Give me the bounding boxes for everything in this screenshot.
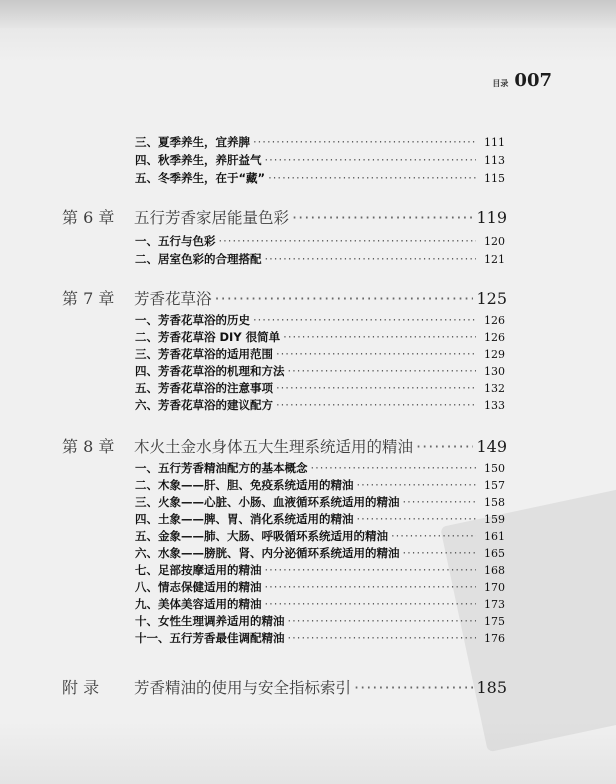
- leader-dots: [265, 563, 477, 577]
- entry-page: 158: [484, 496, 505, 509]
- toc-entry[interactable]: [135, 380, 505, 396]
- entry-title: 四、芳香花草浴的机理和方法: [135, 364, 285, 378]
- entry-title: 八、情志保健适用的精油: [135, 580, 262, 594]
- entry-title: 二、芳香花草浴 DIY 很简单: [135, 330, 281, 344]
- entry-page: 113: [484, 154, 505, 167]
- toc-entry[interactable]: [135, 312, 505, 328]
- entry-page: 121: [484, 253, 505, 266]
- appendix-entry[interactable]: [62, 675, 507, 698]
- entry-title: 三、夏季养生，宜养脾: [135, 135, 250, 149]
- chapter-title: 芳香精油的使用与安全指标索引: [134, 679, 352, 697]
- chapter-page: 149: [476, 437, 507, 456]
- leader-dots: [215, 289, 474, 308]
- leader-dots: [253, 313, 476, 327]
- entry-title: 三、芳香花草浴的适用范围: [135, 347, 273, 361]
- leader-dots: [268, 171, 476, 185]
- toc-entry[interactable]: [135, 170, 505, 186]
- leader-dots: [416, 437, 473, 456]
- toc-entry[interactable]: [135, 329, 505, 345]
- leader-dots: [219, 234, 477, 248]
- entry-page: 170: [484, 581, 505, 594]
- chapter-title: 五行芳香家居能量色彩: [134, 209, 290, 227]
- entry-page: 132: [484, 382, 505, 395]
- entry-page: 161: [484, 530, 505, 543]
- chapter-title: 木火土金水身体五大生理系统适用的精油: [134, 438, 414, 456]
- toc-entry[interactable]: [135, 579, 505, 595]
- entry-page: 157: [484, 479, 505, 492]
- entry-title: 六、芳香花草浴的建议配方: [135, 398, 273, 412]
- leader-dots: [283, 330, 476, 344]
- entry-title: 五、冬季养生，在于“藏”: [135, 171, 266, 185]
- chapter-label: 第 8 章: [62, 437, 115, 456]
- entry-page: 115: [484, 172, 505, 185]
- toc-entry[interactable]: [135, 494, 505, 510]
- entry-title: 五、芳香花草浴的注意事项: [135, 381, 273, 395]
- entry-page: 120: [484, 235, 505, 248]
- entry-page: 168: [484, 564, 505, 577]
- leader-dots: [276, 381, 476, 395]
- entry-page: 126: [484, 331, 505, 344]
- toc-entry[interactable]: [135, 545, 505, 561]
- entry-title: 九、美体美容适用的精油: [135, 597, 262, 611]
- header-label: 目录: [492, 79, 509, 88]
- leader-dots: [311, 461, 477, 475]
- toc-entry[interactable]: [135, 477, 505, 493]
- toc-entry[interactable]: [135, 460, 505, 476]
- entry-title: 二、居室色彩的合理搭配: [135, 252, 262, 266]
- entry-page: 129: [484, 348, 505, 361]
- leader-dots: [288, 614, 477, 628]
- toc-entry[interactable]: [135, 528, 505, 544]
- leader-dots: [292, 208, 473, 227]
- leader-dots: [354, 678, 473, 697]
- entry-page: 176: [484, 632, 505, 645]
- leader-dots: [403, 495, 477, 509]
- leader-dots: [288, 364, 477, 378]
- leader-dots: [265, 580, 477, 594]
- entry-title: 六、水象——膀胱、肾、内分泌循环系统适用的精油: [135, 546, 400, 560]
- chapter-label: 第 6 章: [62, 208, 115, 227]
- toc-entry[interactable]: [135, 134, 505, 150]
- toc-entry[interactable]: [135, 630, 505, 646]
- toc-entry[interactable]: [135, 152, 505, 168]
- toc-entry[interactable]: [135, 233, 505, 249]
- entry-page: 173: [484, 598, 505, 611]
- toc-entry[interactable]: [135, 251, 505, 267]
- toc-entry[interactable]: [135, 363, 505, 379]
- entry-title: 四、土象——脾、胃、消化系统适用的精油: [135, 512, 354, 526]
- chapter-entry[interactable]: [62, 286, 507, 309]
- toc-entry[interactable]: [135, 613, 505, 629]
- entry-title: 十、女性生理调养适用的精油: [135, 614, 285, 628]
- entry-title: 七、足部按摩适用的精油: [135, 563, 262, 577]
- toc-entry[interactable]: [135, 596, 505, 612]
- entry-title: 一、五行芳香精油配方的基本概念: [135, 461, 308, 475]
- entry-title: 一、芳香花草浴的历史: [135, 313, 250, 327]
- leader-dots: [253, 135, 476, 149]
- chapter-label: 附 录: [62, 678, 100, 697]
- entry-page: 111: [484, 136, 505, 149]
- toc-entry[interactable]: [135, 562, 505, 578]
- entry-page: 133: [484, 399, 505, 412]
- chapter-entry[interactable]: [62, 205, 507, 228]
- leader-dots: [403, 546, 477, 560]
- entry-title: 十一、五行芳香最佳调配精油: [135, 631, 285, 645]
- leader-dots: [265, 153, 477, 167]
- entry-page: 165: [484, 547, 505, 560]
- leader-dots: [288, 631, 477, 645]
- entry-title: 四、秋季养生，养肝益气: [135, 153, 262, 167]
- entry-title: 五、金象——肺、大肠、呼吸循环系统适用的精油: [135, 529, 388, 543]
- chapter-entry[interactable]: [62, 434, 507, 457]
- leader-dots: [276, 398, 476, 412]
- entry-title: 三、火象——心脏、小肠、血液循环系统适用的精油: [135, 495, 400, 509]
- entry-title: 一、五行与色彩: [135, 234, 216, 248]
- chapter-title: 芳香花草浴: [134, 290, 212, 308]
- chapter-page: 125: [476, 289, 507, 308]
- toc-entry[interactable]: [135, 346, 505, 362]
- leader-dots: [357, 512, 477, 526]
- entry-page: 150: [484, 462, 505, 475]
- toc-entry[interactable]: [135, 511, 505, 527]
- page-header: [492, 70, 552, 91]
- chapter-label: 第 7 章: [62, 289, 115, 308]
- leader-dots: [391, 529, 476, 543]
- leader-dots: [276, 347, 476, 361]
- leader-dots: [357, 478, 477, 492]
- entry-page: 159: [484, 513, 505, 526]
- toc-entry[interactable]: [135, 397, 505, 413]
- leader-dots: [265, 597, 477, 611]
- header-page-number: 007: [514, 70, 552, 91]
- chapter-page: 185: [476, 678, 507, 697]
- entry-page: 126: [484, 314, 505, 327]
- entry-page: 130: [484, 365, 505, 378]
- entry-page: 175: [484, 615, 505, 628]
- scan-shadow: [0, 0, 616, 28]
- entry-title: 二、木象——肝、胆、免疫系统适用的精油: [135, 478, 354, 492]
- chapter-page: 119: [476, 208, 507, 227]
- leader-dots: [265, 252, 477, 266]
